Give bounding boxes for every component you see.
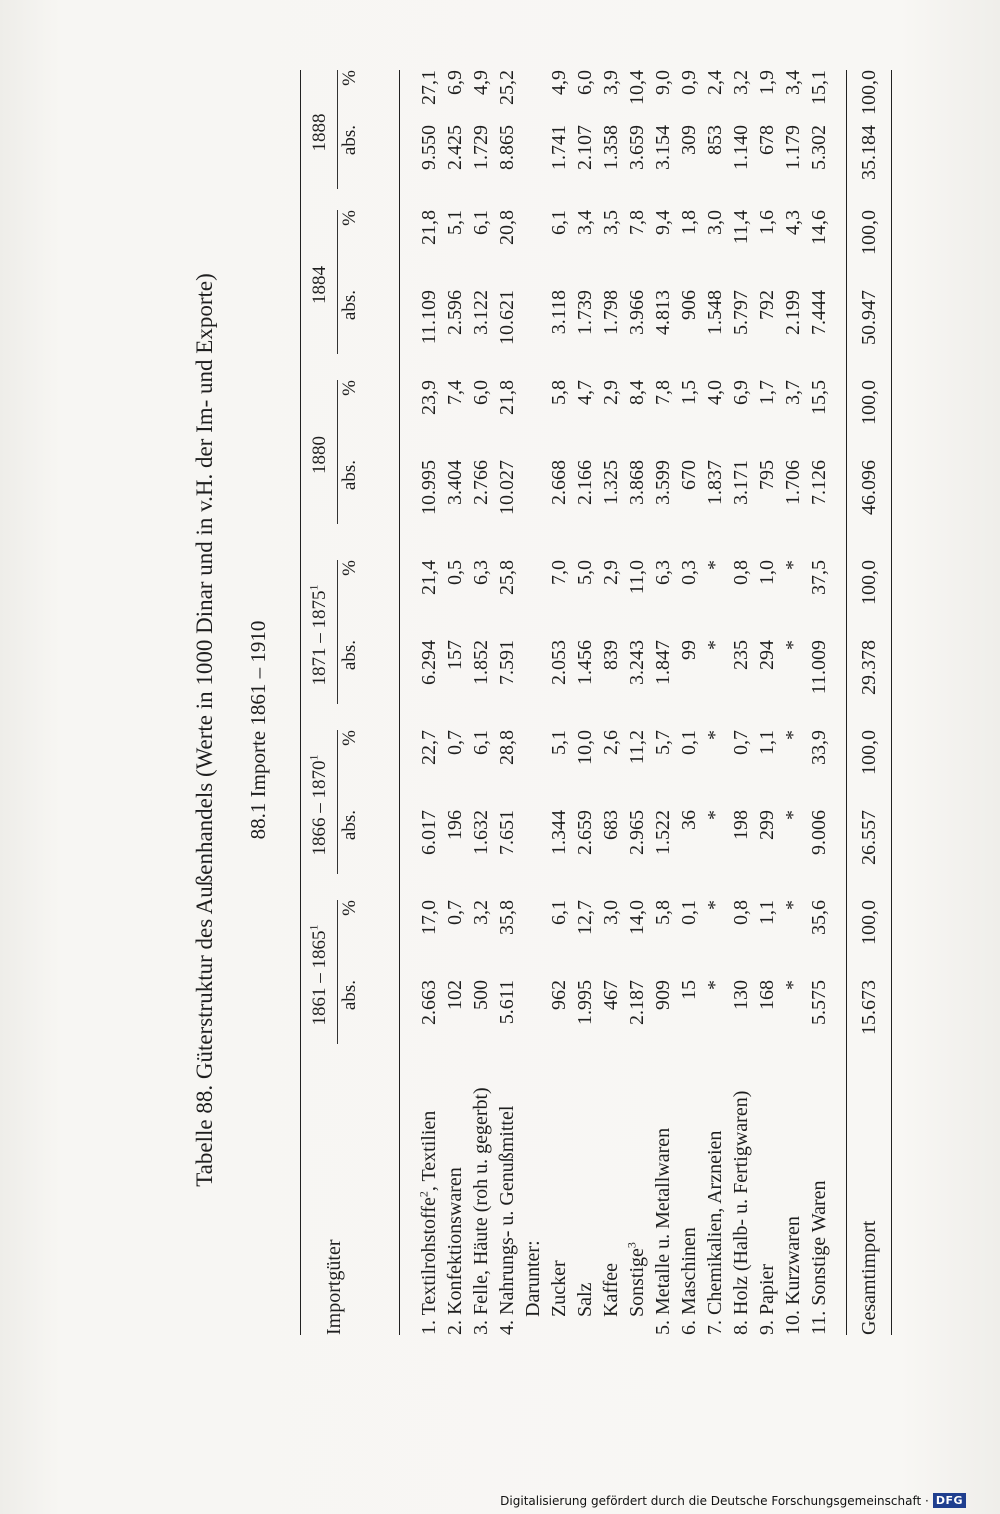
table-cell: 1.325 [600,460,622,505]
table-cell: 6.294 [418,640,440,685]
table-cell: 12,7 [574,900,596,935]
table-cell: 2.659 [574,810,596,855]
row-label: 7. Chemikalien, Arzneien [704,1130,726,1335]
table-cell: 1.729 [470,125,492,170]
footer-text: Digitalisierung gefördert durch die Deutsche Forschungsgemeinschaft · [500,1493,929,1508]
table-cell: 23,9 [418,380,440,415]
table-cell: 2,9 [600,560,622,585]
table-cell: 3,5 [600,210,622,235]
table-cell: 1.140 [730,125,752,170]
table-cell: 1.632 [470,810,492,855]
row-label: 5. Metalle u. Metallwaren [652,1127,674,1335]
abs-col-header: abs. [339,810,360,841]
table-cell: 33,9 [808,730,830,765]
table-cell: 2.053 [548,640,570,685]
table-cell: 3,4 [574,210,596,235]
table-cell: 2.187 [626,980,648,1025]
table-cell: 10.027 [496,460,518,515]
table-cell: 5,8 [652,900,674,925]
table-cell: 1.837 [704,460,726,505]
table-cell: 2,9 [600,380,622,405]
table-cell: * [704,980,726,990]
table-cell: 4,7 [574,380,596,405]
table-cell: 7.126 [808,460,830,505]
table-cell: 0,7 [730,730,752,755]
table-cell: 1,6 [756,210,778,235]
table-cell: 3.659 [626,125,648,170]
table-cell: 3.243 [626,640,648,685]
table-cell: 3.966 [626,290,648,335]
row-label: 9. Papier [756,1263,778,1335]
row-label: Zucker [548,1260,570,1317]
period-underline [337,900,338,1044]
table-cell: 99 [678,640,700,660]
table-cell: 4,3 [782,210,804,235]
table-cell: 11.009 [808,640,830,695]
total-cell: 100,0 [858,70,880,115]
total-cell: 50.947 [858,290,880,345]
table-cell: 3,0 [704,210,726,235]
table-cell: 6,1 [470,730,492,755]
table-cell: 1.798 [600,290,622,335]
table-row [728,70,754,1335]
table-cell: 11,0 [626,560,648,595]
row-label: 1. Textilrohstoffe$^2$, Textilien [416,1110,440,1335]
table-cell: 157 [444,640,466,670]
table-row [702,70,728,1335]
table-cell: * [782,560,804,570]
table-body [400,70,846,1335]
table-cell: 2.166 [574,460,596,505]
row-label: 11. Sonstige Waren [808,1180,830,1335]
table-cell: 21,8 [496,380,518,415]
table-cell: 3,2 [470,900,492,925]
table-cell: 1,8 [678,210,700,235]
table-cell: 8,4 [626,380,648,405]
table-cell: 5,1 [444,210,466,235]
table-cell: 5,1 [548,730,570,755]
abs-col-header: abs. [339,980,360,1011]
table-cell: 22,7 [418,730,440,765]
table-row [754,70,780,1335]
table-cell: 9,4 [652,210,674,235]
period-underline [337,730,338,874]
total-cell: 100,0 [858,730,880,775]
table-cell: 1.358 [600,125,622,170]
table-row [598,70,624,1335]
table-cell: 3.154 [652,125,674,170]
table-cell: 15 [678,980,700,1000]
table-cell: 909 [652,980,674,1010]
table-cell: 7,8 [652,380,674,405]
table-cell: 9.006 [808,810,830,855]
table-cell: 3.118 [548,290,570,335]
table-cell: 5.575 [808,980,830,1025]
table-cell: 5,8 [548,380,570,405]
period-underline [337,70,338,189]
table-cell: 7,4 [444,380,466,405]
abs-col-header: abs. [339,460,360,491]
table-cell: 1.344 [548,810,570,855]
table-cell: 5,0 [574,560,596,585]
table-cell: 28,8 [496,730,518,765]
table-cell: 7,8 [626,210,648,235]
table-cell: 36 [678,810,700,830]
table-cell: 1.179 [782,125,804,170]
table-cell: 6,1 [548,210,570,235]
table-cell: 1.852 [470,640,492,685]
table-cell: 0,1 [678,730,700,755]
table-cell: 3.122 [470,290,492,335]
pct-col-header: % [339,900,360,916]
table-cell: 5.611 [496,980,518,1025]
period-underline [337,560,338,704]
table-cell: 3.171 [730,460,752,505]
table-cell: * [782,640,804,650]
table-cell: 102 [444,980,466,1010]
stub-header: Importgüter [323,1239,345,1335]
table-row [416,70,442,1335]
pct-col-header: % [339,560,360,576]
table-cell: 1.995 [574,980,596,1025]
period-header: 1871 – 1875$^1$ [306,584,330,686]
table-cell: 1,1 [756,730,778,755]
table-cell: 299 [756,810,778,840]
table-cell: 4,9 [548,70,570,95]
table-cell: 9,0 [652,70,674,95]
table-title: Tabelle 88. Güterstruktur des Außenhandels (Werte in 1000 Dinar und in v.H. der Im- und Exporte) [192,273,217,1187]
table-cell: 2.668 [548,460,570,505]
row-label: 4. Nahrungs- u. Genußmittel [496,1105,518,1335]
pct-col-header: % [339,70,360,86]
total-cell: 35.184 [858,125,880,180]
pct-col-header: % [339,730,360,746]
period-header: 1861 – 1865$^1$ [306,924,330,1026]
table-cell: 37,5 [808,560,830,595]
digitization-footer [500,1493,966,1508]
table-cell: 10,4 [626,70,648,105]
table-cell: 0,3 [678,560,700,585]
table-cell: 4.813 [652,290,674,335]
table-cell: 27,1 [418,70,440,105]
table-cell: 5,7 [652,730,674,755]
table-cell: 1,9 [756,70,778,95]
table-cell: 0,8 [730,560,752,585]
table-cell: 5.302 [808,125,830,170]
table-cell: 20,8 [496,210,518,245]
table-cell: 1.847 [652,640,674,685]
table-cell: 3,4 [782,70,804,95]
table-cell: 1,5 [678,380,700,405]
table-cell: 7,0 [548,560,570,585]
table-cell: 4,9 [470,70,492,95]
table-row [676,70,702,1335]
table-cell: 6,0 [574,70,596,95]
table-row [572,70,598,1335]
table-cell: 853 [704,125,726,155]
table-cell: 906 [678,290,700,320]
table-row [780,70,806,1335]
table-cell: 168 [756,980,778,1010]
table-cell: 839 [600,640,622,670]
table-cell: 10,0 [574,730,596,765]
table-cell: 9.550 [418,125,440,170]
period-header: 1884 [309,266,330,304]
row-label: Kaffee [600,1262,622,1317]
table-cell: * [704,730,726,740]
table-cell: 0,5 [444,560,466,585]
abs-col-header: abs. [339,640,360,671]
table-cell: 14,0 [626,900,648,935]
total-cell: 100,0 [858,210,880,255]
row-label: 10. Kurzwaren [782,1216,804,1335]
table-cell: 2,4 [704,70,726,95]
table-cell: 2.663 [418,980,440,1025]
table-cell: 196 [444,810,466,840]
table-cell: 35,8 [496,900,518,935]
table-cell: 6,0 [470,380,492,405]
table-cell: 1.522 [652,810,674,855]
row-label: Salz [574,1282,596,1317]
table-cell: * [782,980,804,990]
table-cell: 10.621 [496,290,518,345]
table-cell: 3,9 [600,70,622,95]
table-header [301,70,399,1335]
table-cell: 0,7 [444,730,466,755]
table-total-row [847,70,891,1335]
table-bottom-rule [891,70,892,1335]
table-cell: 683 [600,810,622,840]
table-cell: 235 [730,640,752,670]
total-cell: 26.557 [858,810,880,865]
table-cell: 1,1 [756,900,778,925]
table-cell: 6,1 [548,900,570,925]
abs-col-header: abs. [339,125,360,156]
pct-col-header: % [339,210,360,226]
table-cell: 15,5 [808,380,830,415]
table-cell: 1,7 [756,380,778,405]
table-cell: 3.868 [626,460,648,505]
table-cell: 500 [470,980,492,1010]
table-cell: 0,1 [678,900,700,925]
table-cell: 678 [756,125,778,155]
table-cell: 1,0 [756,560,778,585]
table-row [520,70,546,1335]
table-cell: 1.706 [782,460,804,505]
table-cell: * [704,560,726,570]
table-row [468,70,494,1335]
table-cell: 198 [730,810,752,840]
table-cell: 3,2 [730,70,752,95]
table-row [624,70,650,1335]
table-cell: 8.865 [496,125,518,170]
table-cell: 309 [678,125,700,155]
table-cell: 0,7 [444,900,466,925]
table-cell: 1.548 [704,290,726,335]
total-cell: 100,0 [858,560,880,605]
row-label: Darunter: [522,1240,544,1317]
total-cell: 100,0 [858,380,880,425]
table-cell: * [782,900,804,910]
table-cell: 1.741 [548,125,570,170]
table-row [494,70,520,1335]
table-cell: 3,0 [600,900,622,925]
rotated-table-page [190,70,880,1390]
total-cell: 29.378 [858,640,880,695]
period-header: 1888 [309,113,330,152]
table-cell: * [704,810,726,820]
table-cell: 2.199 [782,290,804,335]
table-cell: 21,8 [418,210,440,245]
total-cell: 15.673 [858,980,880,1035]
table-cell: 792 [756,290,778,320]
table-subtitle: 88.1 Importe 1861 – 1910 [246,620,270,840]
table-cell: 6,9 [444,70,466,95]
table-cell: 130 [730,980,752,1010]
table-cell: 17,0 [418,900,440,935]
table-cell: 3,7 [782,380,804,405]
table-cell: 0,8 [730,900,752,925]
table-cell: 7.591 [496,640,518,685]
table-cell: 3.404 [444,460,466,505]
table-row [806,70,832,1335]
table-row [442,70,468,1335]
row-label: 3. Felle, Häute (roh u. gegerbt) [470,1087,492,1335]
row-label: Sonstige$^3$ [624,1242,648,1317]
table-cell: 467 [600,980,622,1010]
table-cell: 14,6 [808,210,830,245]
table-cell: 25,8 [496,560,518,595]
total-cell: 100,0 [858,900,880,945]
table-row [650,70,676,1335]
table-cell: 7.444 [808,290,830,335]
period-header: 1880 [309,436,330,474]
table-cell: 294 [756,640,778,670]
table-cell: 6,9 [730,380,752,405]
row-label: 6. Maschinen [678,1227,700,1335]
import-table [300,70,892,1335]
table-cell: 2.107 [574,125,596,170]
table-cell: 2,6 [600,730,622,755]
row-label: 2. Konfektionswaren [444,1167,466,1335]
table-cell: 962 [548,980,570,1010]
table-cell: 2.425 [444,125,466,170]
table-cell: 35,6 [808,900,830,935]
table-cell: 5.797 [730,290,752,335]
table-cell: 2.766 [470,460,492,505]
table-cell: 1.739 [574,290,596,335]
table-row [546,70,572,1335]
table-cell: 6,3 [652,560,674,585]
table-cell: 25,2 [496,70,518,105]
period-underline [337,210,338,354]
table-cell: 2.965 [626,810,648,855]
table-cell: 670 [678,460,700,490]
table-cell: 15,1 [808,70,830,105]
abs-col-header: abs. [339,290,360,321]
period-underline [337,380,338,524]
table-cell: 11,2 [626,730,648,765]
row-label: 8. Holz (Halb- u. Fertigwaren) [730,1090,752,1335]
table-cell: 7.651 [496,810,518,855]
table-cell: 10.995 [418,460,440,515]
table-cell: * [782,730,804,740]
pct-col-header: % [339,380,360,396]
table-cell: 6.017 [418,810,440,855]
table-cell: 0,9 [678,70,700,95]
table-cell: 2.596 [444,290,466,335]
table-cell: 3.599 [652,460,674,505]
table-cell: 4,0 [704,380,726,405]
total-cell: 46.096 [858,460,880,515]
table-cell: * [704,640,726,650]
dfg-logo: DFG [933,1493,966,1508]
table-cell: 795 [756,460,778,490]
table-cell: * [704,900,726,910]
table-cell: 11.109 [418,290,440,345]
table-cell: 11,4 [730,210,752,245]
period-header: 1866 – 1870$^1$ [306,754,330,856]
table-cell: * [782,810,804,820]
table-cell: 6,1 [470,210,492,235]
table-cell: 21,4 [418,560,440,595]
table-cell: 6,3 [470,560,492,585]
table-cell: 1.456 [574,640,596,685]
total-label: Gesamtimport [858,1220,880,1335]
